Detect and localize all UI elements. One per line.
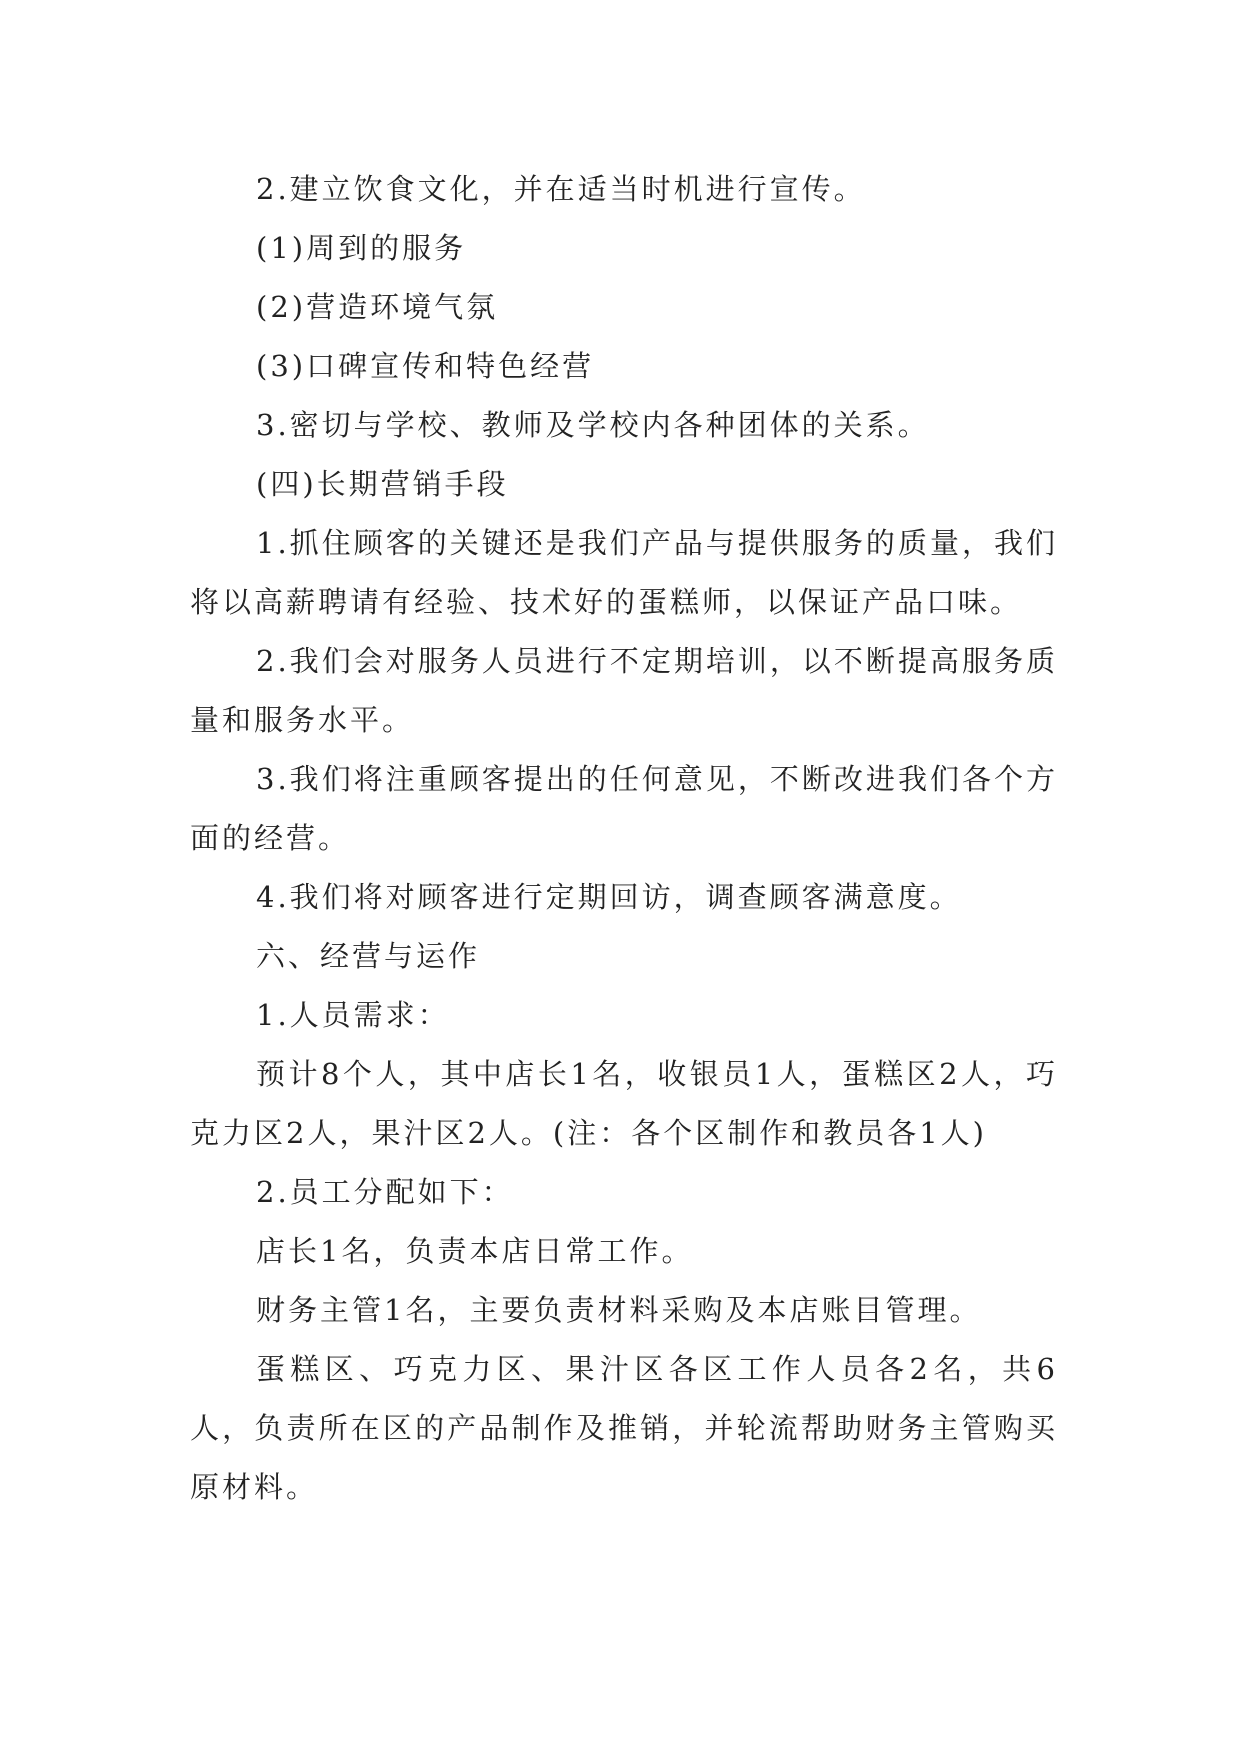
paragraph: (2)营造环境气氛: [256, 290, 499, 324]
paragraph: 店长1名，负责本店日常工作。: [256, 1234, 694, 1268]
paragraph: 财务主管1名，主要负责材料采购及本店账目管理。: [256, 1293, 982, 1327]
paragraph: 3.密切与学校、教师及学校内各种团体的关系。: [256, 408, 930, 442]
paragraph: 蛋糕区、巧克力区、果汁区各区工作人员各2名，共6人，负责所在区的产品制作及推销，并轮流帮助财务主管购买原材料。: [190, 1352, 1058, 1504]
section-heading: 六、经营与运作: [256, 939, 481, 973]
paragraph: 2.建立饮食文化，并在适当时机进行宣传。: [256, 172, 866, 206]
section-heading: (四)长期营销手段: [256, 467, 509, 501]
paragraph: (3)口碑宣传和特色经营: [256, 349, 595, 383]
paragraph: 预计8个人，其中店长1名，收银员1人，蛋糕区2人，巧克力区2人，果汁区2人。(注：各个区制作和教员各1人): [190, 1057, 1058, 1150]
paragraph: 4.我们将对顾客进行定期回访，调查顾客满意度。: [256, 880, 962, 914]
paragraph: (1)周到的服务: [256, 231, 467, 265]
paragraph: 1.抓住顾客的关键还是我们产品与提供服务的质量，我们将以高薪聘请有经验、技术好的蛋糕师，以保证产品口味。: [190, 526, 1058, 619]
document-body: [190, 160, 1058, 1517]
paragraph: 2.员工分配如下：: [256, 1175, 514, 1209]
paragraph: 3.我们将注重顾客提出的任何意见，不断改进我们各个方面的经营。: [190, 762, 1058, 855]
paragraph: 1.人员需求：: [256, 998, 450, 1032]
paragraph: 2.我们会对服务人员进行不定期培训，以不断提高服务质量和服务水平。: [190, 644, 1058, 737]
